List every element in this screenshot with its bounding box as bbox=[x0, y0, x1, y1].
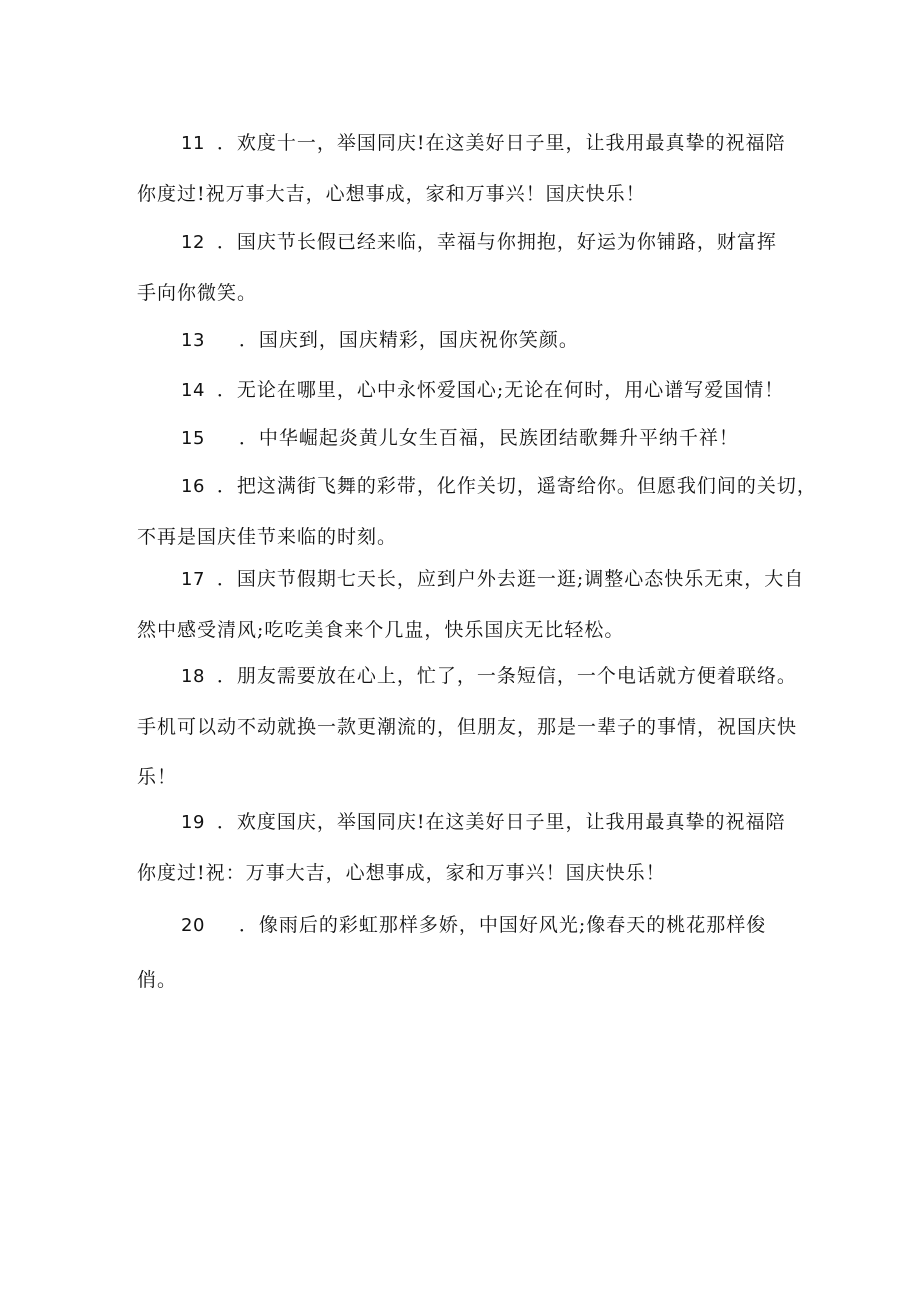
item-number: 17 bbox=[181, 569, 205, 590]
item-text-line: 不再是国庆佳节来临的时刻。 bbox=[137, 526, 398, 548]
item-text-line: 乐！ bbox=[137, 766, 178, 788]
item-text-line: 俏。 bbox=[137, 969, 178, 991]
list-item bbox=[137, 461, 817, 562]
item-text-line: ．国庆节长假已经来临，幸福与你拥抱，好运为你铺路，财富挥 bbox=[216, 231, 777, 253]
item-number: 20 bbox=[181, 915, 205, 936]
item-text-line: ．欢度十一，举国同庆!在这美好日子里，让我用最真挚的祝福陪 bbox=[216, 132, 786, 154]
item-text-line: ．国庆到，国庆精彩，国庆祝你笑颜。 bbox=[238, 329, 579, 351]
item-number: 15 bbox=[181, 428, 205, 449]
list-item bbox=[137, 797, 797, 898]
list-item bbox=[137, 365, 797, 416]
item-text-line: 手向你微笑。 bbox=[137, 282, 258, 304]
list-item bbox=[137, 554, 805, 655]
list-item bbox=[137, 217, 797, 318]
item-text-line: ．欢度国庆，举国同庆!在这美好日子里，让我用最真挚的祝福陪 bbox=[216, 811, 786, 833]
item-number: 19 bbox=[181, 812, 205, 833]
item-number: 11 bbox=[181, 133, 205, 154]
item-text-line: ．朋友需要放在心上，忙了，一条短信，一个电话就方便着联络。 bbox=[216, 665, 797, 687]
list-item bbox=[137, 315, 797, 366]
item-number: 16 bbox=[181, 476, 205, 497]
list-item bbox=[137, 413, 797, 464]
item-text-line: 你度过!祝万事大吉，心想事成，家和万事兴！国庆快乐！ bbox=[137, 183, 646, 205]
item-text-line: 你度过!祝：万事大吉，心想事成，家和万事兴！国庆快乐！ bbox=[137, 862, 666, 884]
item-text-line: 手机可以动不动就换一款更潮流的，但朋友，那是一辈子的事情，祝国庆快 bbox=[137, 716, 798, 738]
item-text-line: ．中华崛起炎黄儿女生百福，民族团结歌舞升平纳千祥！ bbox=[238, 427, 739, 449]
item-text-line: ．像雨后的彩虹那样多娇，中国好风光;像春天的桃花那样俊 bbox=[238, 914, 767, 936]
item-number: 14 bbox=[181, 380, 205, 401]
item-text-line: 然中感受清风;吃吃美食来个几盅，快乐国庆无比轻松。 bbox=[137, 619, 625, 641]
item-number: 13 bbox=[181, 330, 205, 351]
item-number: 12 bbox=[181, 232, 205, 253]
list-item bbox=[137, 118, 797, 219]
item-text-line: ．无论在哪里，心中永怀爱国心;无论在何时，用心谱写爱国情！ bbox=[216, 379, 785, 401]
list-item bbox=[137, 651, 797, 802]
item-text-line: ．把这满街飞舞的彩带，化作关切，遥寄给你。但愿我们间的关切， bbox=[216, 475, 817, 497]
item-number: 18 bbox=[181, 666, 205, 687]
list-item bbox=[137, 900, 797, 1005]
item-text-line: ．国庆节假期七天长，应到户外去逛一逛;调整心态快乐无束，大自 bbox=[216, 568, 805, 590]
